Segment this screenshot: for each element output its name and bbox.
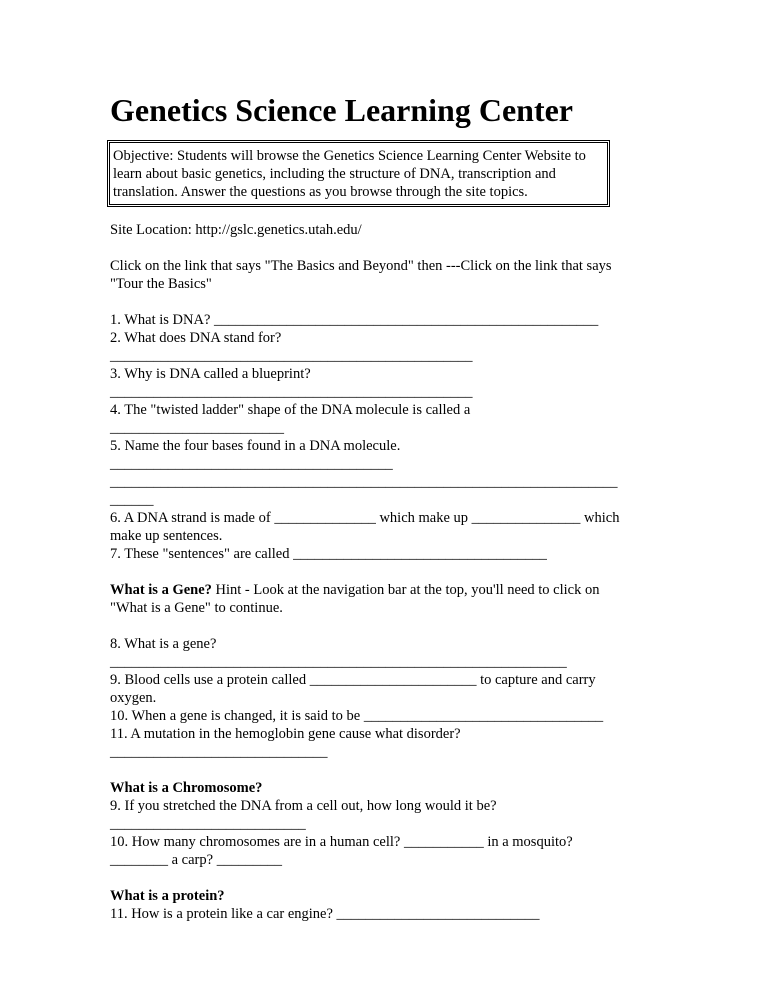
gene-hint-line-2: "What is a Gene" to continue. [110, 600, 283, 616]
gene-hint-line-1: Hint - Look at the navigation bar at the top, you'll need to click on [211, 582, 600, 598]
question-7: 7. These "sentences" are called ___________________________________ [110, 546, 547, 562]
question-11: 11. A mutation in the hemoglobin gene cause what disorder? [110, 726, 461, 742]
question-9-line-2: oxygen. [110, 690, 157, 706]
question-5-blank-3: ______ [110, 492, 154, 508]
question-5-blank-2: ______________________________________________________________________ [110, 474, 618, 490]
site-location: Site Location: http://gslc.genetics.utah.edu/ [110, 222, 362, 238]
question-4: 4. The "twisted ladder" shape of the DNA molecule is called a [110, 402, 471, 418]
protein-question-11: 11. How is a protein like a car engine? ____________________________ [110, 906, 540, 922]
page-title: Genetics Science Learning Center [110, 92, 573, 128]
question-4-blank: ________________________ [110, 420, 284, 436]
chromosome-question-9-blank: ___________________________ [110, 816, 306, 832]
question-5: 5. Name the four bases found in a DNA molecule. [110, 438, 401, 454]
gene-section-line-1 [110, 581, 599, 599]
question-5-blank-1: _______________________________________ [110, 456, 393, 472]
question-3-blank: __________________________________________________ [110, 384, 473, 400]
question-8: 8. What is a gene? [110, 636, 217, 652]
question-3: 3. Why is DNA called a blueprint? [110, 366, 311, 382]
question-8-blank: _______________________________________________________________ [110, 654, 567, 670]
question-2: 2. What does DNA stand for? [110, 330, 282, 346]
question-9-line-1: 9. Blood cells use a protein called _______________________ to capture and carry [110, 672, 596, 688]
question-6-line-2: make up sentences. [110, 528, 223, 544]
question-1: 1. What is DNA? _____________________________________________________ [110, 312, 599, 328]
question-6-line-1: 6. A DNA strand is made of ______________ which make up _______________ which [110, 510, 620, 526]
instructions-line-1: Click on the link that says "The Basics and Beyond" then ---Click on the link that says [110, 258, 612, 274]
protein-heading: What is a protein? [110, 888, 225, 904]
objective-box: Objective: Students will browse the Genetics Science Learning Center Website to learn about basic genetics, including the structure of DNA, transcription and translation. Answer the questions as you browse through the site topics. [107, 140, 610, 207]
chromosome-question-10-line-2: ________ a carp? _________ [110, 852, 282, 868]
question-10: 10. When a gene is changed, it is said to be _________________________________ [110, 708, 604, 724]
chromosome-heading: What is a Chromosome? [110, 780, 263, 796]
instructions-line-2: "Tour the Basics" [110, 276, 212, 292]
chromosome-question-10-line-1: 10. How many chromosomes are in a human cell? ___________ in a mosquito? [110, 834, 573, 850]
gene-heading: What is a Gene? [110, 582, 212, 598]
question-2-blank: __________________________________________________ [110, 348, 473, 364]
chromosome-question-9: 9. If you stretched the DNA from a cell out, how long would it be? [110, 798, 497, 814]
question-11-blank: ______________________________ [110, 744, 328, 760]
